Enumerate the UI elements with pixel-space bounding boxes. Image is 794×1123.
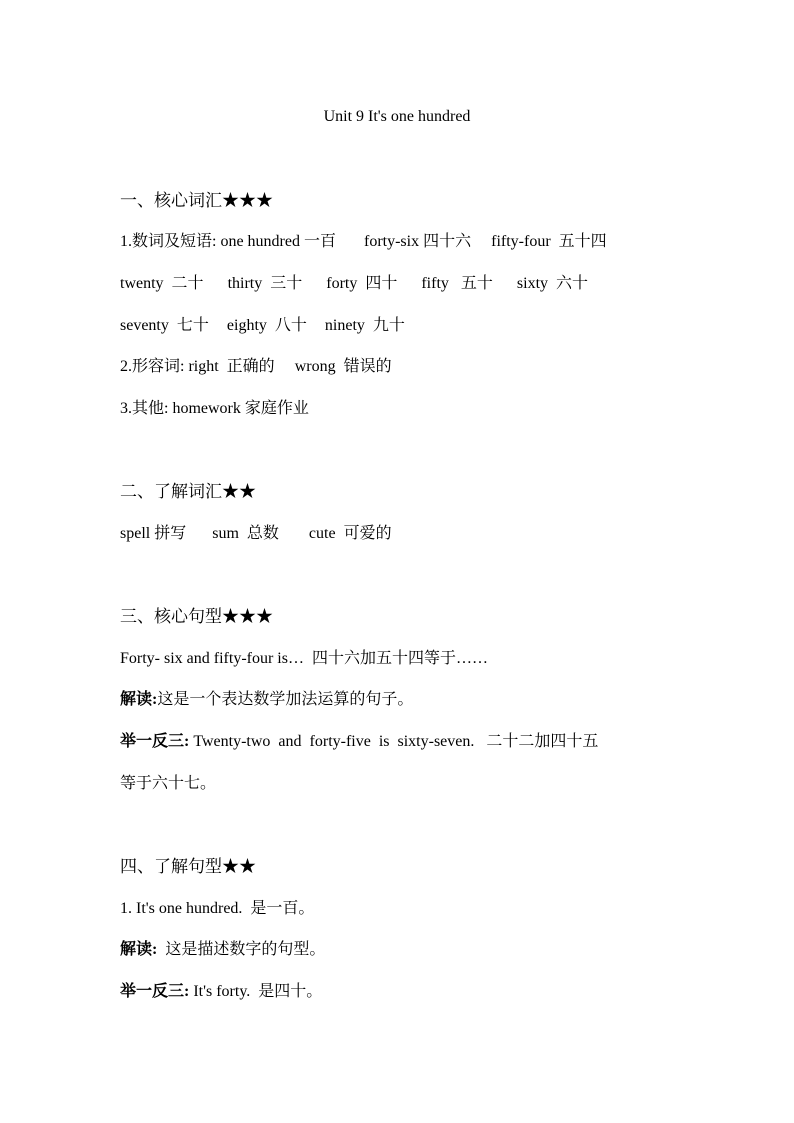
vocab-item: fifty 五十: [421, 275, 493, 292]
vocab-label-others: 3.其他:: [120, 400, 173, 417]
vocab-item: homework 家庭作业: [172, 400, 309, 417]
vocab-item: sum 总数: [212, 525, 279, 542]
vocab-line-others: [120, 398, 309, 420]
example-text: It's forty. 是四十。: [189, 983, 323, 1000]
vocab-item: thirty 三十: [227, 275, 303, 292]
section-1-heading: 一、核心词汇★★★: [120, 191, 273, 210]
vocab-item: sixty 六十: [516, 275, 589, 292]
explanation-label: 解读:: [120, 691, 158, 708]
vocab-item: twenty 二十: [120, 275, 204, 292]
section-3-heading: 三、核心句型★★★: [120, 607, 273, 626]
vocab-item: eighty 八十: [226, 317, 307, 334]
vocab-item: cute 可爱的: [308, 525, 392, 542]
document-title: Unit 9 It's one hundred: [323, 108, 471, 125]
vocab-item: ninety 九十: [324, 317, 405, 334]
vocab-item: spell 拼写: [120, 525, 187, 542]
vocab-item: forty-six 四十六: [364, 233, 472, 250]
vocab-item: wrong 错误的: [294, 358, 392, 375]
vocab-item: one hundred 一百: [220, 233, 336, 250]
core-sentence: Forty- six and fifty-four is… 四十六加五十四等于……: [120, 650, 488, 667]
vocab-line-adjectives: [120, 356, 392, 378]
pattern-sentence: 1. It's one hundred. 是一百。: [120, 900, 315, 917]
vocab-item: fifty-four 五十四: [491, 233, 607, 250]
vocab-line-tens-1: [120, 273, 588, 295]
section-4-heading: 四、了解句型★★: [120, 857, 256, 876]
vocab-label-numerals: 1.数词及短语:: [120, 233, 221, 250]
section-2-heading: 二、了解词汇★★: [120, 482, 256, 501]
explanation-text: 这是描述数字的句型。: [157, 941, 326, 958]
example-label: 举一反三:: [120, 983, 190, 1000]
vocab-line-tens-2: [120, 315, 405, 337]
example-line-continued: 等于六十七。: [120, 775, 217, 792]
example-label: 举一反三:: [120, 733, 190, 750]
explanation-label: 解读:: [120, 941, 158, 958]
explanation-line: [120, 689, 413, 711]
example-line-2: [120, 981, 322, 1003]
vocab-item: seventy 七十: [120, 317, 209, 334]
example-text: Twenty-two and forty-five is sixty-seven. 二十二加四十五: [189, 733, 599, 750]
vocab-item: right 正确的: [188, 358, 275, 375]
vocab-label-adjectives: 2.形容词:: [120, 358, 189, 375]
example-line: [120, 731, 598, 753]
explanation-text: 这是一个表达数学加法运算的句子。: [157, 691, 414, 708]
vocab-item: forty 四十: [326, 275, 398, 292]
explanation-line-2: [120, 939, 325, 961]
vocab-line-numerals: [120, 231, 607, 253]
vocab-line-extra: [120, 523, 392, 545]
